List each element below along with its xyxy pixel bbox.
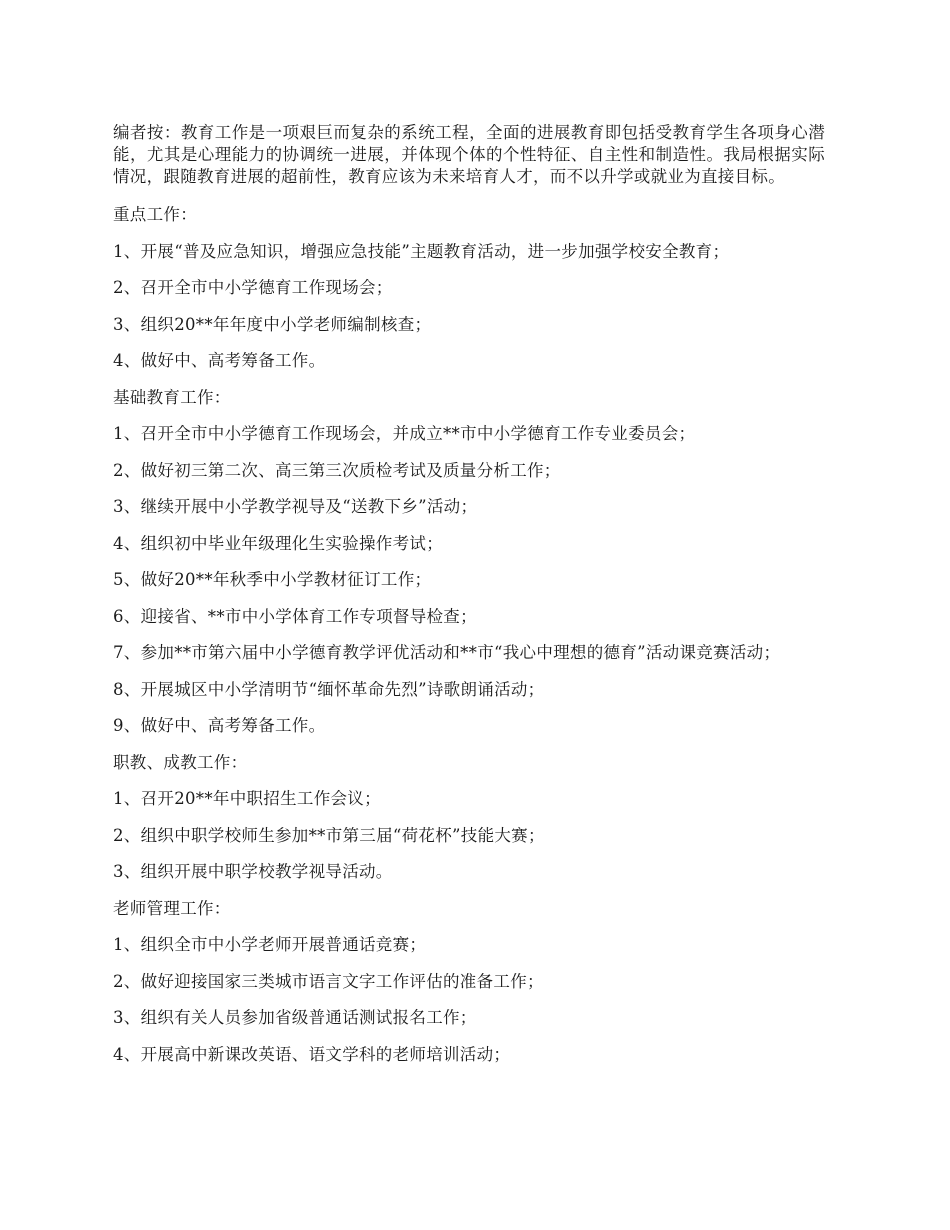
list-item: 4、组织初中毕业年级理化生实验操作考试； [113,533,443,553]
section-heading-key-work: 重点工作： [113,205,197,224]
list-item: 8、开展城区中小学清明节“缅怀革命先烈”诗歌朗诵活动； [113,679,545,699]
list-item: 1、组织全市中小学老师开展普通话竞赛； [113,935,427,954]
list-item: 3、组织有关人员参加省级普通话测试报名工作； [113,1008,477,1027]
editor-note-paragraph: 编者按：教育工作是一项艰巨而复杂的系统工程，全面的进展教育即包括受教育学生各项身心潜能，尤其是心理能力的协调统一进展，并体现个体的个性特征、自主性和制造性。我局根据实际情况，跟随教育进展的超前性，教育应该为未来培育人才，而不以升学或就业为直接目标。 [113,123,825,186]
list-item: 6、迎接省、**市中小学体育工作专项督导检查； [113,606,477,626]
list-item: 2、组织中职学校师生参加**市第三届“荷花杯”技能大赛； [113,825,545,845]
list-item: 7、参加**市第六届中小学德育教学评优活动和**市“我心中理想的德育”活动课竞赛活动； [113,643,781,662]
list-item: 3、组织开展中职学校教学视导活动。 [113,862,393,881]
section-heading-vocational-education: 职教、成教工作： [113,752,248,772]
list-item: 1、召开20**年中职招生工作会议； [113,789,381,808]
list-item: 1、开展“普及应急知识，增强应急技能”主题教育活动，进一步加强学校安全教育； [113,241,730,261]
list-item: 3、组织20**年年度中小学老师编制核查； [113,314,432,334]
list-item: 2、做好迎接国家三类城市语言文字工作评估的准备工作； [113,971,544,991]
list-item: 2、召开全市中小学德育工作现场会； [113,278,393,297]
section-heading-basic-education: 基础教育工作： [113,387,231,407]
list-item: 9、做好中、高考筹备工作。 [113,716,326,735]
list-item: 4、开展高中新课改英语、语文学科的老师培训活动； [113,1044,511,1064]
document-body [113,122,825,1080]
section-heading-teacher-management: 老师管理工作： [113,898,231,918]
list-item: 4、做好中、高考筹备工作。 [113,351,326,370]
list-item: 3、继续开展中小学教学视导及“送教下乡”活动； [113,497,478,516]
list-item: 5、做好20**年秋季中小学教材征订工作； [113,570,432,589]
list-item: 1、召开全市中小学德育工作现场会，并成立**市中小学德育工作专业委员会； [113,424,696,443]
list-item: 2、做好初三第二次、高三第三次质检考试及质量分析工作； [113,460,561,480]
